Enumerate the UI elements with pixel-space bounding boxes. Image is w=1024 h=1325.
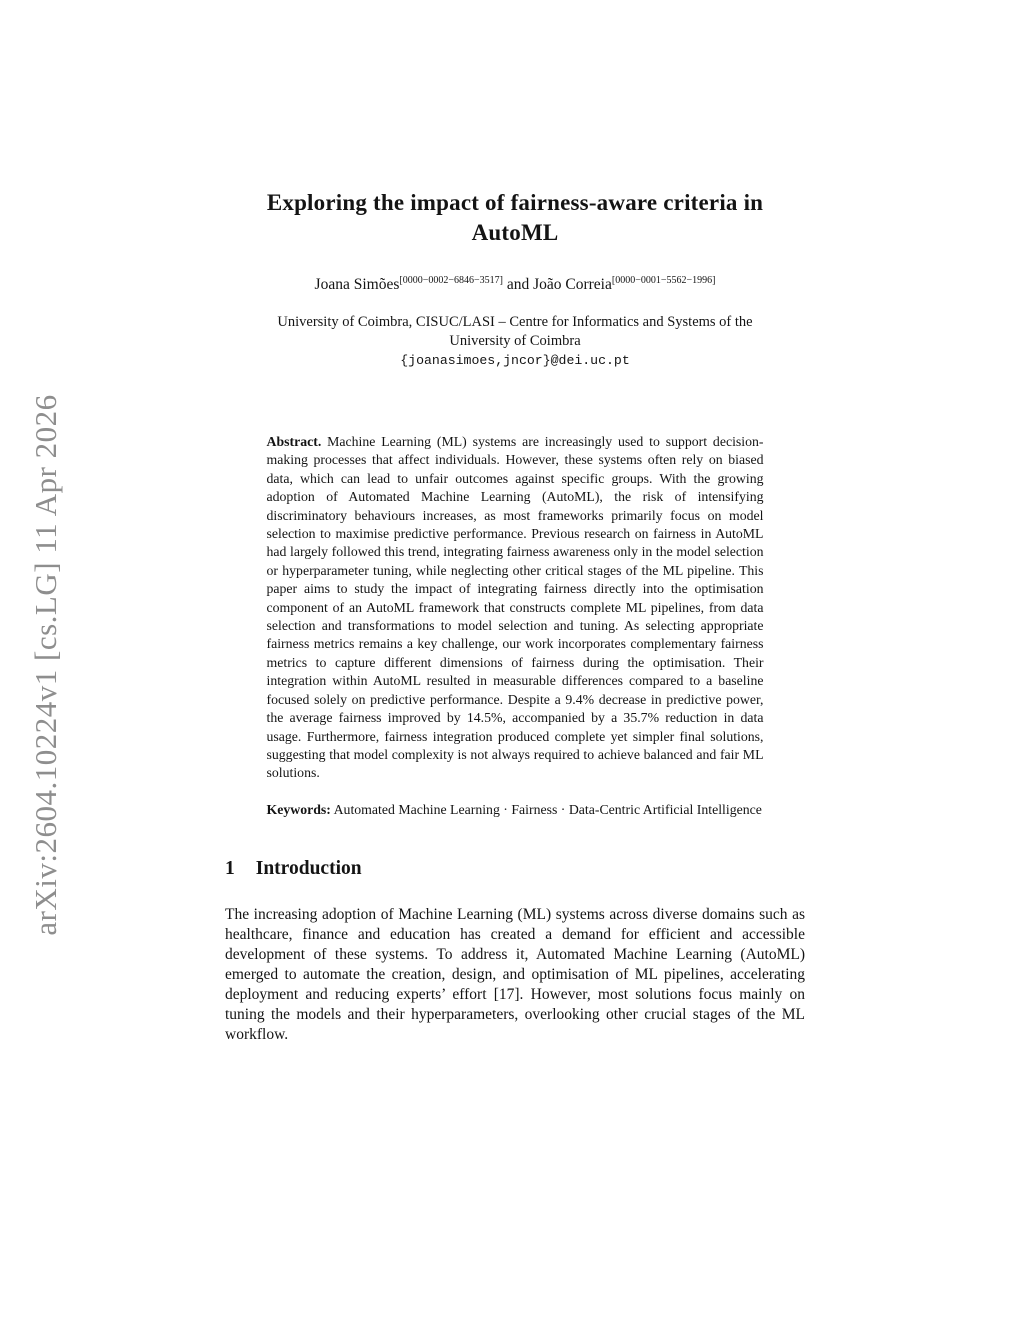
affiliation-block <box>225 313 805 370</box>
paper-title-line-2: AutoML <box>471 220 559 245</box>
abstract-text: Machine Learning (ML) systems are increasingly used to support decision-making processes that affect individuals. However, these systems often rely on biased data, which can lead to unfair outcomes against specific groups. With the growing adoption of Automated Machine Learning (AutoML), the risk of intensifying discriminatory behaviours increases, as most frameworks primarily focus on model selection to maximise predictive performance. Previous research on fairness in AutoML had largely followed this trend, integrating fairness awareness only in the model selection or hyperparameter tuning, while neglecting other critical stages of the ML pipeline. This paper aims to study the impact of integrating fairness directly into the optimisation component of an AutoML framework that constructs complete ML pipelines, from data selection and transformations to model selection and tuning. As selecting appropriate fairness metrics remains a key challenge, our work incorporates complementary fairness metrics to capture different dimensions of fairness during the optimisation. Their integration within AutoML resulted in measurable differences compared to a baseline focused solely on predictive performance. Despite a 9.4% decrease in predictive power, the average fairness improved by 14.5%, accompanied by a 35.7% reduction in data usage. Furthermore, fairness integration produced complete yet simpler final solutions, suggesting that model complexity is not always required to achieve balanced and fair ML solutions. <box>266 434 764 781</box>
author-1-orcid: [0000−0002−6846−3517] <box>399 274 503 286</box>
author-emails: {joanasimoes,jncor}@dei.uc.pt <box>400 353 630 368</box>
arxiv-watermark: arXiv:2604.10224v1 [cs.LG] 11 Apr 2026 <box>28 394 63 936</box>
abstract-label: Abstract. <box>266 434 322 449</box>
keywords-block <box>267 801 764 819</box>
section-heading-introduction <box>225 857 805 881</box>
keywords-label: Keywords: <box>266 801 331 817</box>
affiliation-line-2: University of Coimbra <box>449 333 581 349</box>
paper-title <box>225 188 805 248</box>
section-title: Introduction <box>255 858 362 880</box>
author-2-name: João Correia <box>533 276 612 293</box>
affiliation-line-1: University of Coimbra, CISUC/LASI – Centre for Informatics and Systems of the <box>277 314 753 330</box>
section-number: 1 <box>225 858 235 880</box>
intro-paragraph: The increasing adoption of Machine Learning (ML) systems across diverse domains such as healthcare, finance and education has created a demand for efficient and accessible development of these systems. To address it, Automated Machine Learning (AutoML) emerged to automate the creation, design, and optimisation of ML pipelines, accelerating deployment and reducing experts’ effort [17]. However, most solutions focus mainly on tuning the models and their hyperparameters, overlooking other crucial stages of the ML workflow. <box>225 906 805 1044</box>
paper-title-line-1: Exploring the impact of fairness-aware criteria in <box>266 190 764 215</box>
authors-separator: and <box>502 276 534 293</box>
author-line <box>225 274 805 296</box>
content-column <box>225 188 805 1045</box>
abstract-block <box>267 433 764 783</box>
author-2-orcid: [0000−0001−5562−1996] <box>611 274 716 286</box>
author-1-name: Joana Simões <box>314 276 400 293</box>
keywords-text: Automated Machine Learning · Fairness · Data-Centric Artificial Intelligence <box>330 801 762 817</box>
